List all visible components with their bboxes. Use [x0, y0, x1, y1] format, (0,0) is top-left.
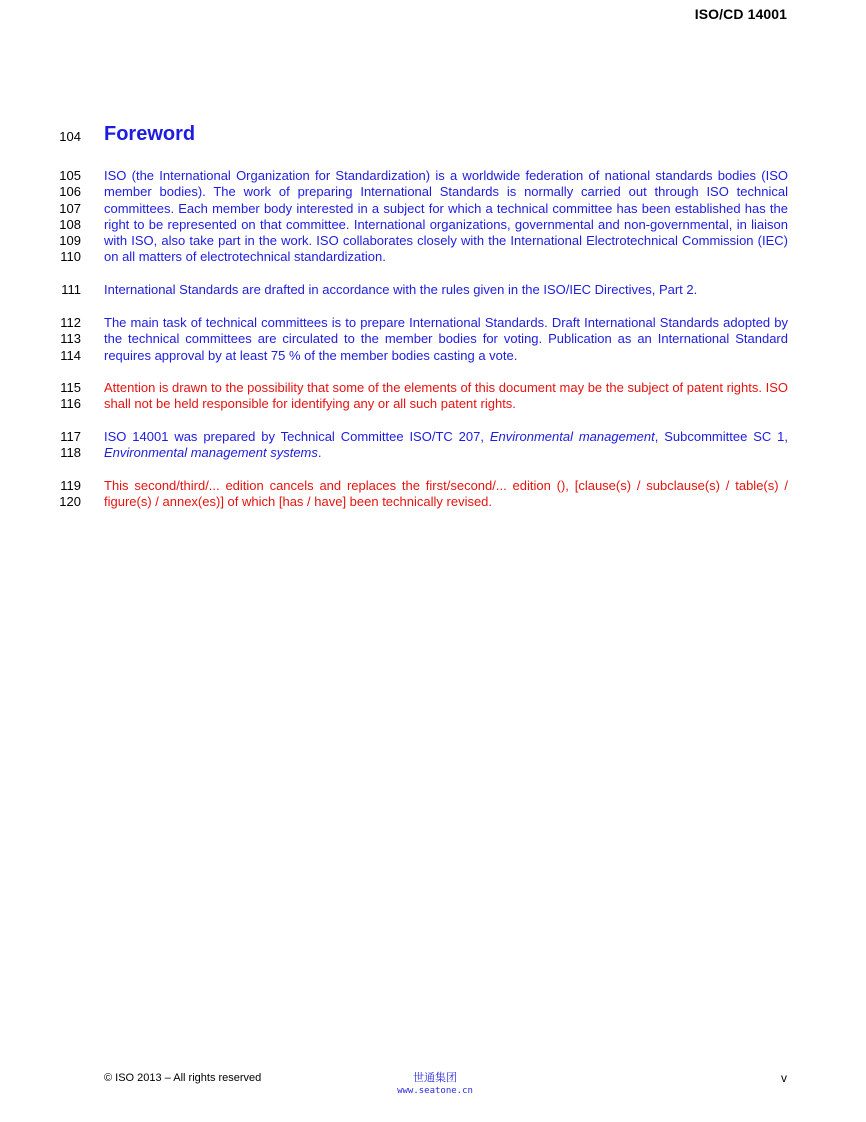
line-number: 110 — [60, 249, 81, 265]
line-number: 105 — [59, 168, 81, 183]
line-number: 115 — [60, 380, 81, 395]
document-id: ISO/CD 14001 — [694, 6, 787, 22]
paragraph-text: The main task of technical committees is to prepare International Standards. Draft International Standards adopted by the technical committees are circulated to the member bodies for voting. Publication as an International Standard requires approval by at least 75 % of the member bodies casting a vote. — [104, 315, 788, 363]
copyright-notice: © ISO 2013 – All rights reserved — [104, 1072, 262, 1084]
line-numbers — [49, 380, 81, 413]
line-number: 117 — [60, 429, 81, 444]
paragraph-text: This second/third/... edition cancels and replaces the first/second/... edition (), [clause(s) / subclause(s) / table(s) / figure(s) / annex(es)] of which [has / have] been technically revised. — [104, 478, 788, 510]
line-number: 109 — [59, 233, 81, 249]
line-numbers — [49, 478, 81, 511]
line-number: 112 — [60, 315, 81, 330]
line-number: 104 — [59, 129, 81, 144]
line-number: 118 — [60, 445, 81, 461]
watermark-name: 世通集团 — [413, 1071, 457, 1084]
line-number: 114 — [60, 347, 81, 363]
line-numbers — [49, 429, 81, 462]
line-number: 113 — [60, 331, 81, 347]
paragraph-text — [104, 429, 788, 462]
watermark — [380, 1071, 490, 1097]
line-number: 107 — [59, 200, 81, 216]
line-number: 116 — [60, 396, 81, 412]
text-run: , Subcommittee SC 1, — [654, 429, 788, 444]
watermark-url: www.seatone.cn — [397, 1086, 473, 1096]
line-numbers — [49, 282, 81, 298]
line-number: 111 — [61, 282, 81, 297]
text-run: ISO 14001 was prepared by Technical Committee ISO/TC 207, — [104, 429, 490, 444]
page-number: v — [781, 1071, 787, 1085]
committee-title: Environmental management — [489, 429, 655, 444]
line-numbers — [49, 168, 81, 266]
foreword-heading — [0, 123, 866, 149]
line-number: 106 — [59, 184, 81, 200]
subcommittee-title: Environmental management systems — [104, 445, 318, 461]
line-number: 120 — [59, 494, 81, 510]
line-number: 108 — [59, 216, 81, 232]
text-run: . — [317, 445, 322, 461]
section-title: Foreword — [104, 123, 196, 145]
line-number: 119 — [60, 478, 81, 493]
paragraph-text: ISO (the International Organization for Standardization) is a worldwide federation of national standards bodies (ISO member bodies). The work of preparing International Standards is normally carried out through ISO technical committees. Each member body interested in a subject for which a technical committee has been established has the right to be represented on that committee. International organizations, governmental and non-governmental, in liaison with ISO, also take part in the work. ISO collaborates closely with the International Electrotechnical Commission (IEC) on all matters of electrotechnical standardization. — [104, 168, 788, 265]
line-numbers — [49, 315, 81, 364]
paragraph-text: Attention is drawn to the possibility that some of the elements of this document may be the subject of patent rights. ISO shall not be held responsible for identifying any or all such patent rights. — [104, 380, 788, 412]
paragraph-text: International Standards are drafted in accordance with the rules given in the ISO/IEC Directives, Part 2. — [104, 282, 698, 297]
